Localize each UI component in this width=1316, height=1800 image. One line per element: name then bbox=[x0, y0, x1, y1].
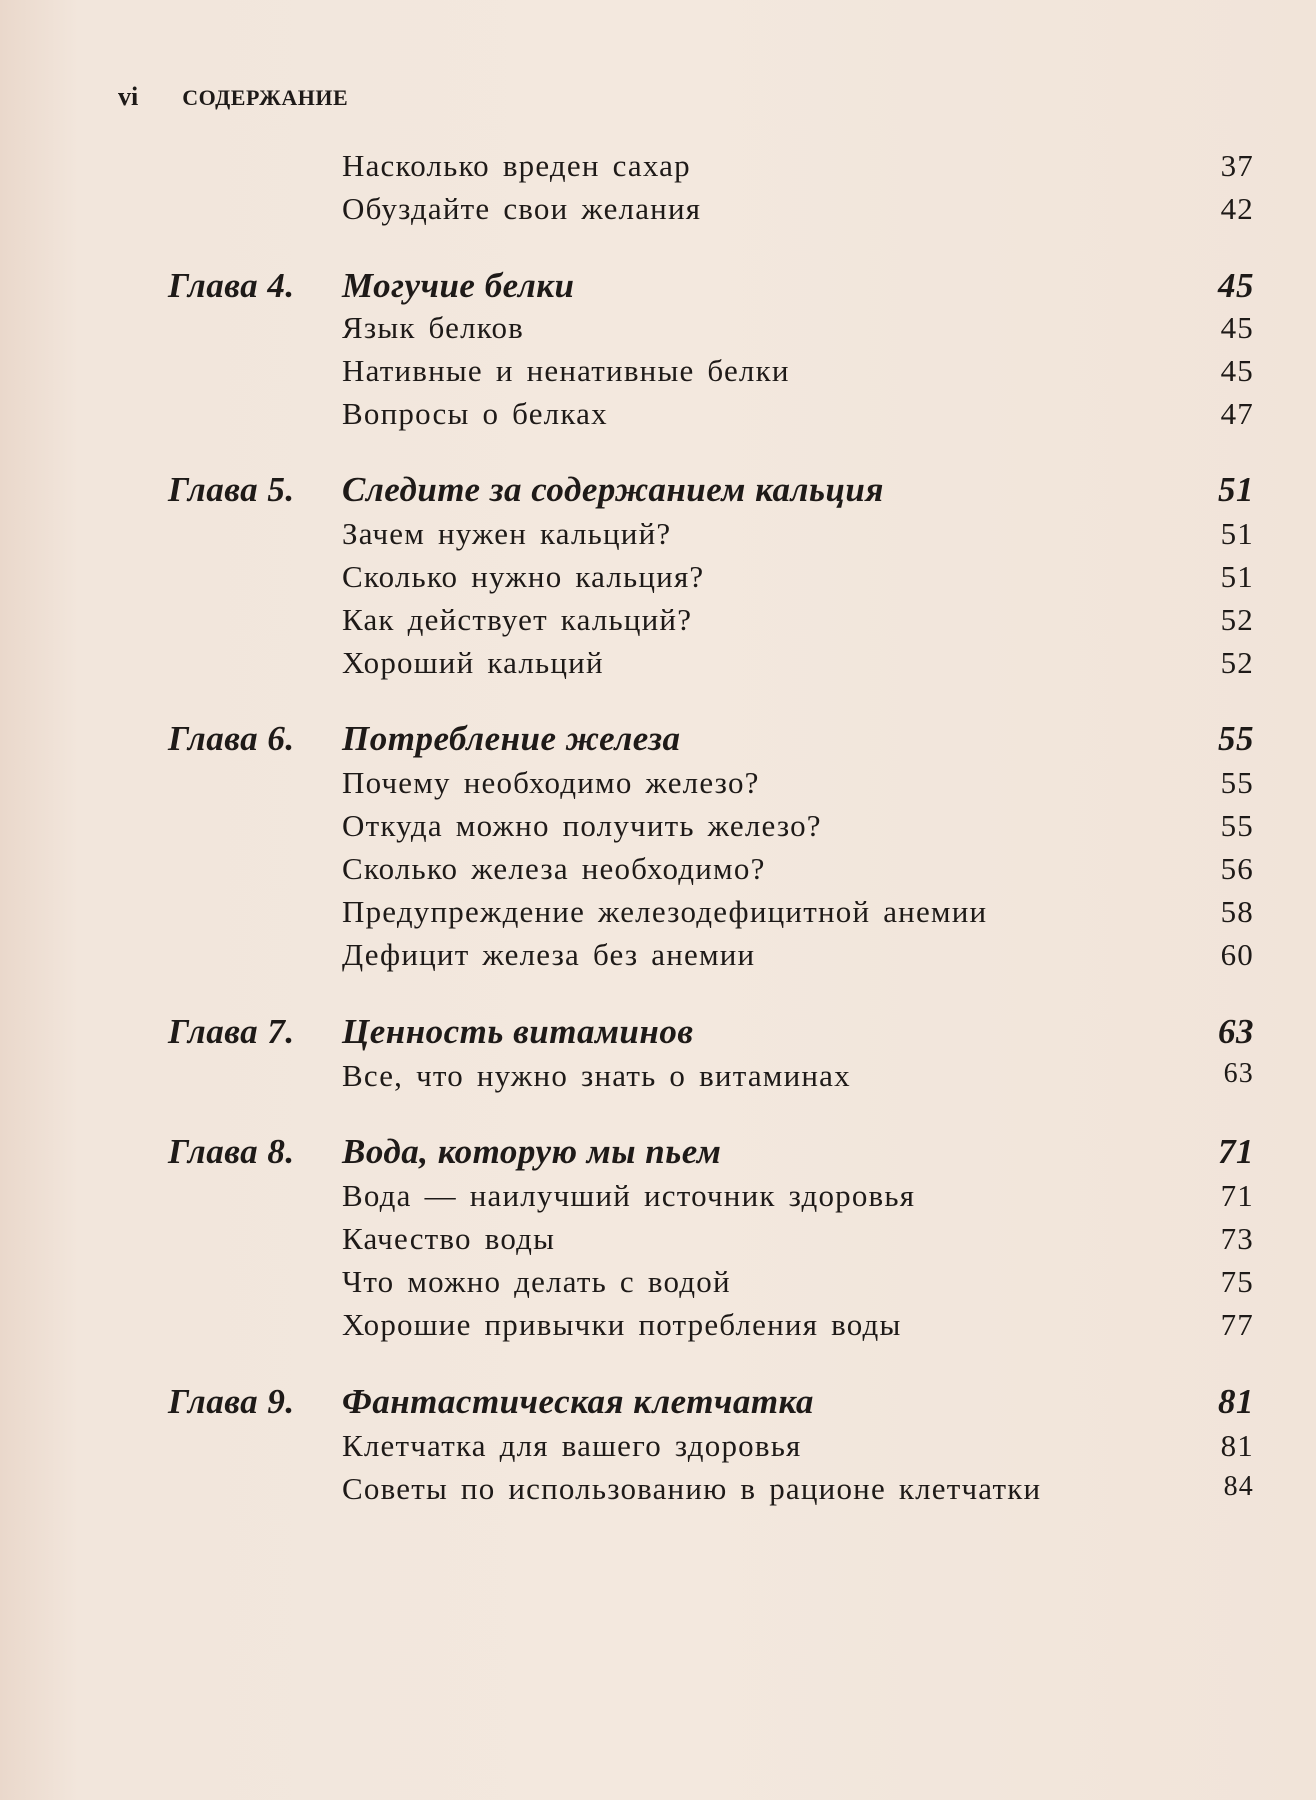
toc-section-row bbox=[0, 602, 1316, 648]
toc-section-row bbox=[0, 1307, 1316, 1353]
page-number: 81 bbox=[1218, 1382, 1254, 1421]
toc-section-row bbox=[0, 645, 1316, 691]
toc-section-row bbox=[0, 191, 1316, 237]
toc-section-row bbox=[0, 765, 1316, 811]
section-title: Вода — наилучший источник здоровья bbox=[342, 1178, 916, 1213]
toc-section-row bbox=[0, 808, 1316, 854]
section-title: Дефицит железа без анемии bbox=[342, 937, 756, 972]
page-number: 55 bbox=[1220, 765, 1254, 800]
page-number: 55 bbox=[1220, 808, 1254, 843]
section-title: Советы по использованию в рационе клетчатки bbox=[342, 1471, 1042, 1506]
section-title: Язык белков bbox=[342, 310, 524, 345]
chapter-title: Вода, которую мы пьем bbox=[342, 1132, 722, 1171]
toc-section-row bbox=[0, 559, 1316, 605]
running-title: СОДЕРЖАНИЕ bbox=[182, 85, 349, 110]
chapter-title: Следите за содержанием кальция bbox=[342, 470, 884, 509]
section-title: Качество воды bbox=[342, 1221, 556, 1256]
section-title: Хороший кальций bbox=[342, 645, 604, 680]
section-title: Зачем нужен кальций? bbox=[342, 516, 672, 551]
toc-section-row bbox=[0, 148, 1316, 194]
toc-section-row bbox=[0, 310, 1316, 356]
section-title: Клетчатка для вашего здоровья bbox=[342, 1428, 802, 1463]
section-title: Вопросы о белках bbox=[342, 396, 608, 431]
chapter-label: Глава 8. bbox=[168, 1132, 295, 1171]
page-number: 71 bbox=[1218, 1132, 1254, 1171]
toc-section-row bbox=[0, 894, 1316, 940]
toc-section-row bbox=[0, 1428, 1316, 1474]
chapter-label: Глава 5. bbox=[168, 470, 295, 509]
chapter-label: Глава 7. bbox=[168, 1012, 295, 1051]
section-title: Сколько железа необходимо? bbox=[342, 851, 766, 886]
page-folio: vi bbox=[118, 82, 139, 111]
toc-section-row bbox=[0, 1058, 1316, 1104]
chapter-title: Потребление железа bbox=[342, 719, 681, 758]
toc-section-row bbox=[0, 1178, 1316, 1224]
chapter-title: Фантастическая клетчатка bbox=[342, 1382, 814, 1421]
chapter-title: Могучие белки bbox=[342, 266, 575, 305]
page-number: 71 bbox=[1220, 1178, 1254, 1213]
section-title: Что можно делать с водой bbox=[342, 1264, 731, 1299]
page-number: 52 bbox=[1220, 645, 1254, 680]
page-number: 45 bbox=[1220, 310, 1254, 345]
page-number: 81 bbox=[1220, 1428, 1254, 1463]
page-number: 51 bbox=[1220, 559, 1254, 594]
page-number: 37 bbox=[1220, 148, 1254, 183]
section-title: Почему необходимо железо? bbox=[342, 765, 760, 800]
page-number: 73 bbox=[1220, 1221, 1254, 1256]
page-number: 63 bbox=[1223, 1058, 1254, 1089]
page-number: 56 bbox=[1220, 851, 1254, 886]
page-number: 45 bbox=[1218, 266, 1254, 305]
page-number: 75 bbox=[1220, 1264, 1254, 1299]
toc-section-row bbox=[0, 937, 1316, 983]
toc-section-row bbox=[0, 353, 1316, 399]
page-number: 60 bbox=[1220, 937, 1254, 972]
page-number: 58 bbox=[1220, 894, 1254, 929]
section-title: Как действует кальций? bbox=[342, 602, 693, 637]
page-number: 47 bbox=[1220, 396, 1254, 431]
page-number: 42 bbox=[1220, 191, 1254, 226]
toc-chapter-row bbox=[0, 1012, 1316, 1058]
page-number: 51 bbox=[1218, 470, 1254, 509]
section-title: Нативные и ненативные белки bbox=[342, 353, 790, 388]
toc-chapter-row bbox=[0, 719, 1316, 765]
section-title: Хорошие привычки потребления воды bbox=[342, 1307, 902, 1342]
page-number: 51 bbox=[1220, 516, 1254, 551]
page-number: 45 bbox=[1220, 353, 1254, 388]
section-title: Предупреждение железодефицитной анемии bbox=[342, 894, 988, 929]
toc-section-row bbox=[0, 851, 1316, 897]
toc-section-row bbox=[0, 1264, 1316, 1310]
chapter-title: Ценность витаминов bbox=[342, 1012, 694, 1051]
toc-section-row bbox=[0, 396, 1316, 442]
page-number: 55 bbox=[1218, 719, 1254, 758]
section-title: Откуда можно получить железо? bbox=[342, 808, 822, 843]
page-number: 84 bbox=[1223, 1471, 1254, 1502]
toc-section-row bbox=[0, 1221, 1316, 1267]
section-title: Все, что нужно знать о витаминах bbox=[342, 1058, 851, 1093]
page-number: 77 bbox=[1220, 1307, 1254, 1342]
toc-section-row bbox=[0, 1471, 1316, 1517]
running-head bbox=[118, 82, 348, 118]
toc-chapter-row bbox=[0, 1382, 1316, 1428]
section-title: Обуздайте свои желания bbox=[342, 191, 702, 226]
toc-section-row bbox=[0, 516, 1316, 562]
section-title: Сколько нужно кальция? bbox=[342, 559, 705, 594]
chapter-label: Глава 6. bbox=[168, 719, 295, 758]
chapter-label: Глава 9. bbox=[168, 1382, 295, 1421]
page-number: 52 bbox=[1220, 602, 1254, 637]
section-title: Насколько вреден сахар bbox=[342, 148, 691, 183]
toc-chapter-row bbox=[0, 470, 1316, 516]
toc-chapter-row bbox=[0, 1132, 1316, 1178]
chapter-label: Глава 4. bbox=[168, 266, 295, 305]
toc-chapter-row bbox=[0, 266, 1316, 312]
page-number: 63 bbox=[1218, 1012, 1254, 1051]
